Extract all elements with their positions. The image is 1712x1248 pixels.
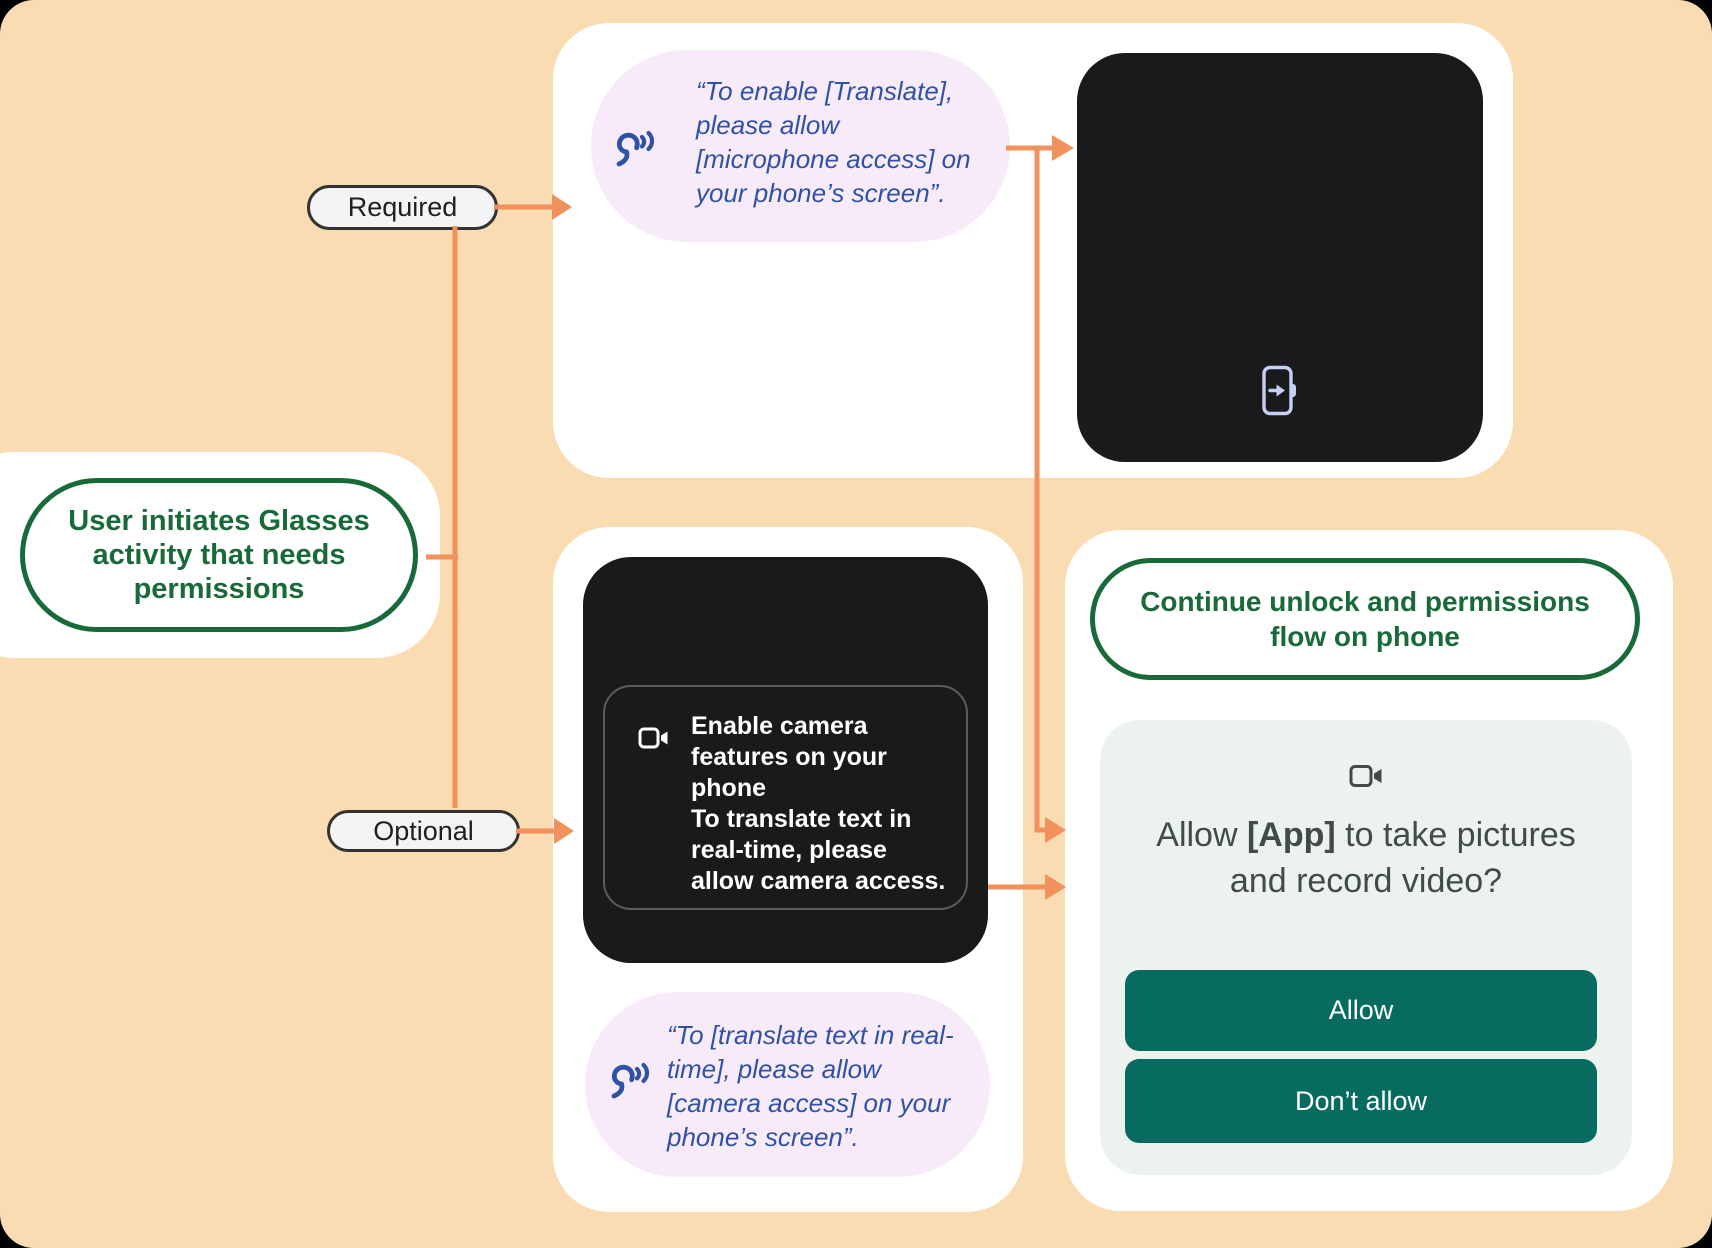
dont-allow-button[interactable] <box>1125 1059 1597 1143</box>
ear-speech-icon <box>606 1062 652 1104</box>
optional-label: Optional <box>373 815 474 846</box>
phone-screen-handoff <box>1077 53 1483 462</box>
voice-bubble-optional <box>585 992 990 1177</box>
dialog-title-suffix: to take pictures and record video? <box>1229 816 1576 900</box>
phone-flow-pill <box>1090 558 1640 680</box>
allow-button-label: Allow <box>1328 995 1394 1025</box>
glasses-prompt-text <box>691 711 949 897</box>
ear-speech-icon <box>611 130 657 172</box>
dont-allow-button-label: Don’t allow <box>1294 1085 1428 1116</box>
glasses-prompt-box <box>603 685 968 910</box>
permission-dialog <box>1100 720 1632 1175</box>
dialog-title-prefix: Allow <box>1156 816 1247 854</box>
glasses-prompt-title: Enable camera features on your phone <box>691 712 887 802</box>
phone-arrow-icon <box>1261 365 1299 417</box>
permission-dialog-title <box>1100 812 1632 904</box>
required-label: Required <box>347 192 458 222</box>
voice-prompt-optional-text: “To [translate text in real-time], please allow [camera access] on your phone’s screen”. <box>667 1020 954 1152</box>
voice-prompt-required-text: “To enable [Translate], please allow [microphone access] on your phone’s screen”. <box>696 76 971 208</box>
phone-flow-pill-label: Continue unlock and permissions flow on phone <box>1140 586 1590 652</box>
videocam-icon <box>1349 762 1385 790</box>
allow-button[interactable] <box>1125 970 1597 1051</box>
videocam-icon <box>638 725 670 751</box>
optional-label-pill <box>327 810 520 852</box>
start-node-label: User initiates Glasses activity that needs permissions <box>68 505 370 605</box>
required-label-pill <box>307 185 498 230</box>
voice-bubble-required <box>591 50 1010 242</box>
start-node-pill <box>20 478 418 632</box>
dialog-title-app: [App] <box>1246 816 1336 854</box>
glasses-screen-camera-prompt <box>583 557 988 963</box>
glasses-prompt-body: To translate text in real-time, please allow camera access. <box>691 805 946 895</box>
